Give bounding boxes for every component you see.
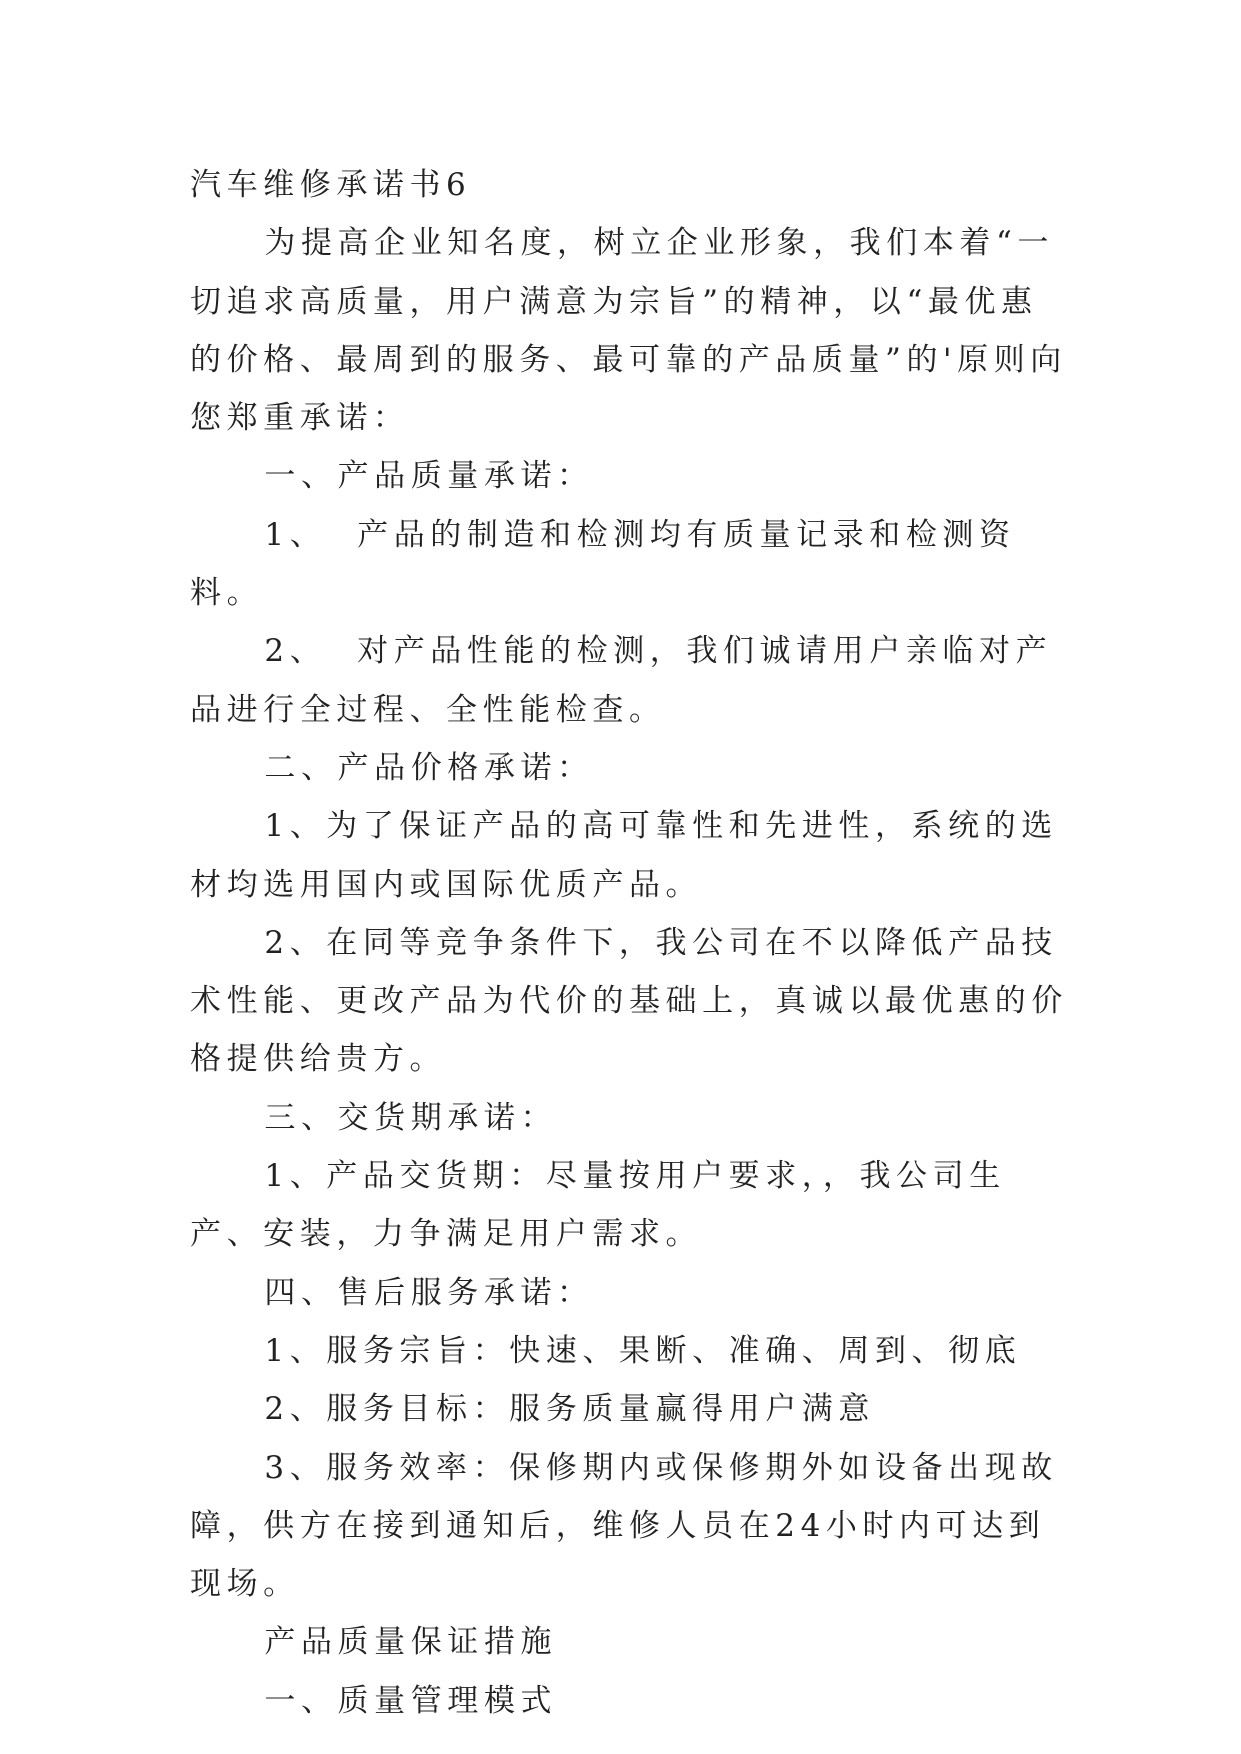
- section-heading-price: 二、产品价格承诺：: [264, 749, 594, 786]
- assurance-item-1: 一、质量管理模式: [264, 1682, 558, 1719]
- quality-item-1: 1、 产品的制造和检测均有质量记录和检测资料。: [190, 516, 1016, 612]
- service-item-1: 1、服务宗旨：快速、果断、准确、周到、彻底: [264, 1332, 1022, 1369]
- document-title: 汽车维修承诺书6: [190, 167, 472, 203]
- document-body: [190, 156, 1070, 1730]
- section-heading-delivery: 三、交货期承诺：: [264, 1099, 558, 1136]
- section-heading-after-sales: 四、售后服务承诺：: [264, 1274, 594, 1311]
- section-heading-assurance: 产品质量保证措施: [264, 1624, 558, 1661]
- service-item-3: 3、服务效率：保修期内或保修期外如设备出现故障，供方在接到通知后，维修人员在24小时内可达到现场。: [190, 1449, 1058, 1603]
- section-heading-quality: 一、产品质量承诺：: [264, 458, 594, 495]
- delivery-item-1: 1、产品交货期：尽量按用户要求，，我公司生产、安装，力争满足用户需求。: [190, 1158, 1006, 1253]
- quality-item-2: 2、 对产品性能的检测，我们诚请用户亲临对产品进行全过程、全性能检查。: [190, 633, 1053, 728]
- service-item-2: 2、服务目标：服务质量赢得用户满意: [264, 1391, 875, 1428]
- intro-paragraph: 为提高企业知名度，树立企业形象，我们本着“一切追求高质量，用户满意为宗旨”的精神，以“最优惠的价格、最周到的服务、最可靠的产品质量”的'原则向您郑重承诺：: [190, 225, 1067, 437]
- price-item-2: 2、在同等竞争条件下，我公司在不以降低产品技术性能、更改产品为代价的基础上，真诚以最优惠的价格提供给贵方。: [190, 924, 1068, 1078]
- price-item-1: 1、为了保证产品的高可靠性和先进性，系统的选材均选用国内或国际优质产品。: [190, 808, 1058, 903]
